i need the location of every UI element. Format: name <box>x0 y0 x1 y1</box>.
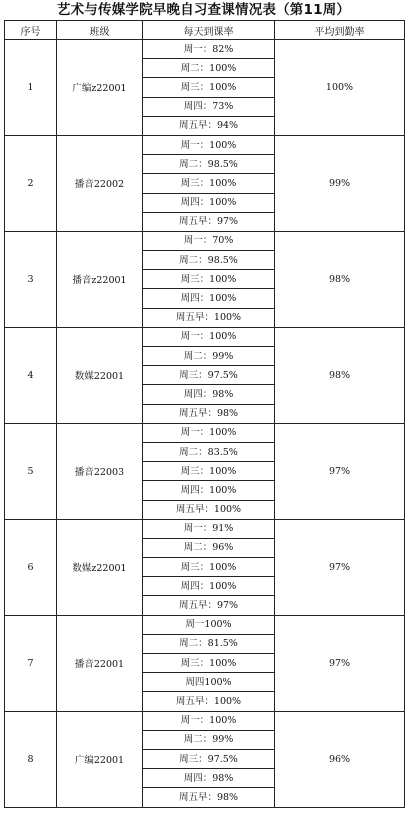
daily-rate-cell: 周五早：100% <box>143 500 275 519</box>
daily-rate-cell: 周五早：97% <box>143 212 275 231</box>
table-row <box>5 423 405 442</box>
header-average-rate: 平均到勤率 <box>275 21 405 40</box>
daily-rate-cell: 周三：100% <box>143 78 275 97</box>
daily-rate-cell: 周三：97.5% <box>143 749 275 768</box>
daily-rate-cell: 周四：98% <box>143 769 275 788</box>
daily-rate-cell: 周三：100% <box>143 654 275 673</box>
daily-rate-cell: 周五早：100% <box>143 308 275 327</box>
daily-rate-cell: 周四：100% <box>143 289 275 308</box>
header-number: 序号 <box>5 21 57 40</box>
daily-rate-cell: 周四：100% <box>143 577 275 596</box>
average-rate-cell: 98% <box>275 231 405 327</box>
row-number: 6 <box>5 519 57 615</box>
daily-rate-cell: 周一：70% <box>143 231 275 250</box>
table-row <box>5 231 405 250</box>
class-name: 广编22001 <box>57 711 143 807</box>
daily-rate-cell: 周五早：100% <box>143 692 275 711</box>
header-daily-rate: 每天到课率 <box>143 21 275 40</box>
class-name: 数媒22001 <box>57 327 143 423</box>
daily-rate-cell: 周一：100% <box>143 135 275 154</box>
class-name: 播音z22001 <box>57 231 143 327</box>
row-number: 7 <box>5 615 57 711</box>
daily-rate-cell: 周二：98.5% <box>143 251 275 270</box>
daily-rate-cell: 周二：99% <box>143 730 275 749</box>
daily-rate-cell: 周一：100% <box>143 423 275 442</box>
class-name: 广编z22001 <box>57 40 143 136</box>
daily-rate-cell: 周一：100% <box>143 711 275 730</box>
daily-rate-cell: 周三：100% <box>143 270 275 289</box>
row-number: 1 <box>5 40 57 136</box>
class-name: 播音22003 <box>57 423 143 519</box>
daily-rate-cell: 周三：100% <box>143 558 275 577</box>
table-header-row <box>5 21 405 40</box>
class-name: 播音22002 <box>57 135 143 231</box>
daily-rate-cell: 周一：82% <box>143 40 275 59</box>
daily-rate-cell: 周二：96% <box>143 538 275 557</box>
daily-rate-cell: 周一：100% <box>143 327 275 346</box>
table-row <box>5 615 405 634</box>
attendance-table <box>4 20 405 808</box>
daily-rate-cell: 周二：99% <box>143 347 275 366</box>
daily-rate-cell: 周四：98% <box>143 385 275 404</box>
daily-rate-cell: 周三：97.5% <box>143 366 275 385</box>
daily-rate-cell: 周二：100% <box>143 59 275 78</box>
class-name: 数媒z22001 <box>57 519 143 615</box>
row-number: 8 <box>5 711 57 807</box>
row-number: 5 <box>5 423 57 519</box>
daily-rate-cell: 周四：100% <box>143 481 275 500</box>
daily-rate-cell: 周二：98.5% <box>143 155 275 174</box>
daily-rate-cell: 周三：100% <box>143 174 275 193</box>
daily-rate-cell: 周五早：98% <box>143 404 275 423</box>
daily-rate-cell: 周二：81.5% <box>143 634 275 653</box>
row-number: 3 <box>5 231 57 327</box>
page-title: 艺术与传媒学院早晚自习查课情况表（第11周） <box>56 2 351 18</box>
table-body <box>5 40 405 808</box>
daily-rate-cell: 周五早：94% <box>143 116 275 135</box>
daily-rate-cell: 周二：83.5% <box>143 442 275 461</box>
row-number: 2 <box>5 135 57 231</box>
daily-rate-cell: 周一100% <box>143 615 275 634</box>
average-rate-cell: 96% <box>275 711 405 807</box>
table-row <box>5 40 405 59</box>
daily-rate-cell: 周五早：98% <box>143 788 275 807</box>
header-class: 班级 <box>57 21 143 40</box>
average-rate-cell: 97% <box>275 519 405 615</box>
table-row <box>5 135 405 154</box>
daily-rate-cell: 周四：73% <box>143 97 275 116</box>
table-row <box>5 519 405 538</box>
average-rate-cell: 99% <box>275 135 405 231</box>
row-number: 4 <box>5 327 57 423</box>
average-rate-cell: 100% <box>275 40 405 136</box>
daily-rate-cell: 周五早：97% <box>143 596 275 615</box>
daily-rate-cell: 周四100% <box>143 673 275 692</box>
class-name: 播音22001 <box>57 615 143 711</box>
average-rate-cell: 97% <box>275 615 405 711</box>
daily-rate-cell: 周一：91% <box>143 519 275 538</box>
table-row <box>5 711 405 730</box>
table-row <box>5 327 405 346</box>
daily-rate-cell: 周三：100% <box>143 462 275 481</box>
average-rate-cell: 97% <box>275 423 405 519</box>
average-rate-cell: 98% <box>275 327 405 423</box>
daily-rate-cell: 周四：100% <box>143 193 275 212</box>
